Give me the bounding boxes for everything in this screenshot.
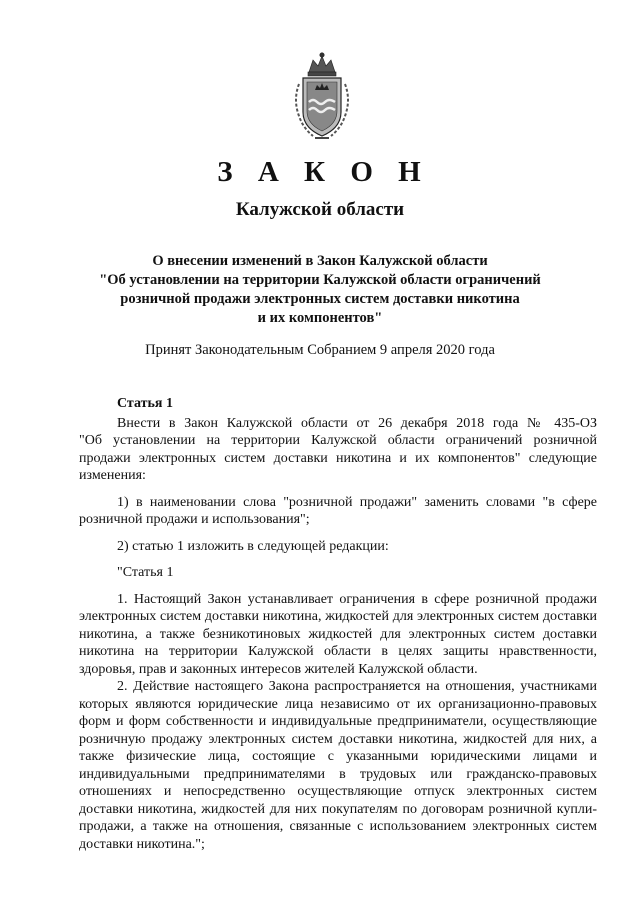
paragraph-line: "Об установлении на территории Калужской области ограничений розничной — [79, 433, 597, 448]
paragraph-line: индивидуальными предпринимателями в трудовых или гражданско-правовых — [79, 766, 597, 782]
document-title: З А К О Н — [217, 156, 430, 188]
heading-line: и их компонентов" — [257, 310, 383, 326]
heading-line: "Об установлении на территории Калужской области ограничений — [99, 272, 541, 288]
document-subtitle: Калужской области — [235, 199, 405, 220]
paragraph — [79, 564, 597, 582]
paragraph-line: изменения: — [79, 468, 146, 483]
adoption-note: Принят Законодательным Собранием 9 апреля 2020 года — [145, 342, 495, 358]
heading-line: О внесении изменений в Закон Калужской области — [152, 253, 488, 269]
paragraph-line: 1) в наименовании слова "розничной продажи" заменить словами "в сфере — [117, 494, 597, 510]
paragraph — [79, 538, 597, 556]
paragraph — [79, 591, 597, 679]
paragraph-line: розничной продажи и использования"; — [79, 512, 310, 527]
law-heading — [0, 252, 640, 328]
paragraph-line: 2. Действие настоящего Закона распространяется на отношения, участниками — [117, 679, 597, 694]
paragraph-line: также физические лица, состоящие с указанными юридическими лицами и — [79, 749, 597, 764]
paragraph-line: которых являются юридические лица независимо от их организационно-правовых — [79, 696, 597, 712]
paragraph-line: розничную продажу электронных систем доставки никотина, жидкостей для них, а — [79, 731, 597, 747]
paragraph-line: форм и форм собственности и индивидуальные предприниматели, осуществляющие — [79, 714, 597, 729]
paragraph-line: электронных систем доставки никотина, жидкостей для электронных систем доставки — [79, 609, 597, 624]
paragraph-line: доставки никотина."; — [79, 836, 205, 852]
paragraph-line: здоровья, прав и законных интересов жителей Калужской области. — [79, 661, 478, 677]
article-label: Статья 1 — [117, 396, 173, 411]
paragraph-line: доставки никотина, жидкостей для них покупателям по договорам розничной купли- — [79, 801, 597, 817]
paragraph-line: продажи электронных систем доставки никотина и их компонентов" следующие — [79, 450, 597, 466]
paragraph-line: "Статья 1 — [117, 565, 174, 580]
document-body — [79, 395, 597, 853]
paragraph — [79, 415, 597, 485]
paragraph-line: Внести в Закон Калужской области от 26 декабря 2018 года № 435-ОЗ — [117, 415, 597, 431]
heading-line: розничной продажи электронных систем доставки никотина — [120, 291, 520, 307]
paragraph-line: отношениях и непосредственно осуществляющие отпуск электронных систем — [79, 784, 597, 799]
paragraph-line: никотина, а также безникотиновых жидкостей для электронных систем доставки — [79, 626, 597, 642]
paragraph-line: никотина на территории Калужской области в целях защиты нравственности, — [79, 644, 597, 659]
paragraph-line: продажи, а также на отношения, связанные с использованием электронных систем — [79, 819, 597, 834]
kaluga-coat-of-arms-emblem — [289, 50, 355, 142]
paragraph — [79, 678, 597, 853]
paragraph-line: 1. Настоящий Закон устанавливает ограничения в сфере розничной продажи — [117, 591, 597, 607]
paragraph — [79, 494, 597, 529]
paragraph-line: 2) статью 1 изложить в следующей редакции: — [117, 538, 389, 554]
